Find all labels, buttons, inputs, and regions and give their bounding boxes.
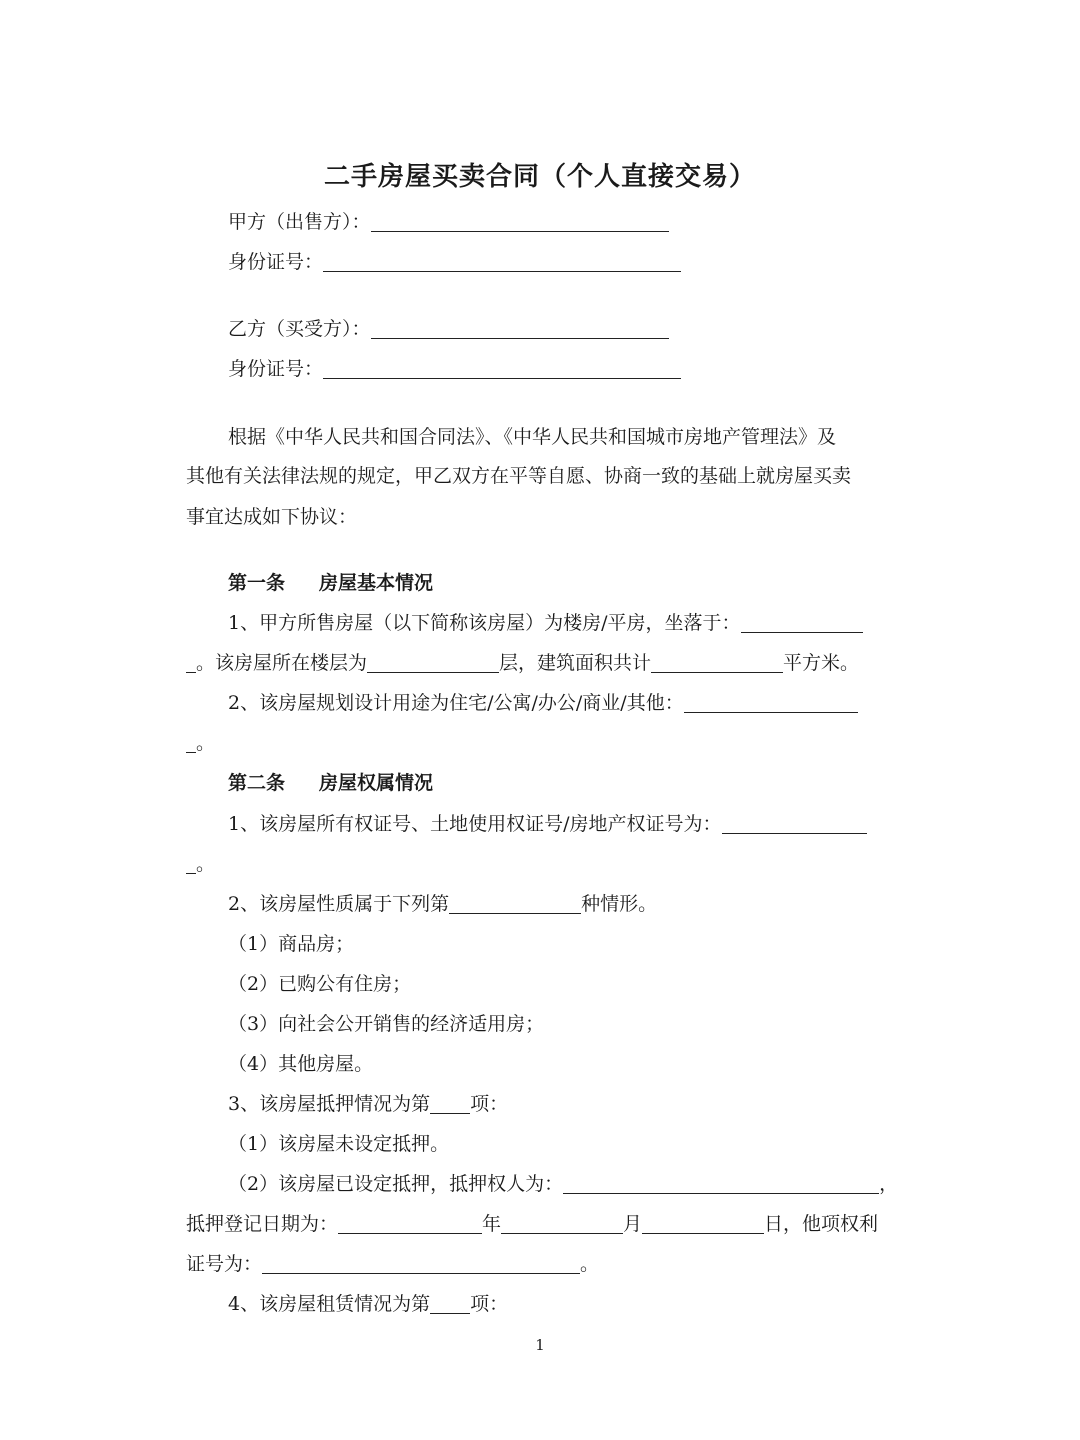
- lease-suffix: 项：: [470, 1293, 509, 1315]
- property-option-3: （3）向社会公开销售的经济适用房；: [228, 1013, 545, 1035]
- month-label: 月: [623, 1213, 643, 1235]
- party-a-line: [228, 210, 938, 234]
- month-blank: [501, 1213, 623, 1234]
- cert-label: 证号为：: [186, 1253, 263, 1275]
- intro-line-1: 根据《中华人民共和国合同法》、《中华人民共和国城市房地产管理法》及: [228, 426, 837, 448]
- property-type-label: 2、该房屋性质属于下列第: [228, 893, 450, 915]
- certificate-blank: [722, 813, 867, 834]
- party-a-label: 甲方（出售方）：: [228, 211, 371, 233]
- location-blank: [741, 612, 863, 633]
- party-b-blank: [371, 318, 669, 339]
- mortgage-blank: [430, 1093, 470, 1114]
- article-1-item-1-text: 1、甲方所售房屋（以下简称该房屋）为楼房/平房，坐落于：: [228, 612, 741, 634]
- intro-line-2: 其他有关法律法规的规定，甲乙双方在平等自愿、协商一致的基础上就房屋买卖: [186, 465, 852, 487]
- article-1-item-2-text: 2、该房屋规划设计用途为住宅/公寓/办公/商业/其他：: [228, 692, 684, 714]
- mortgagee-blank: [563, 1173, 879, 1194]
- lease-label: 4、该房屋租赁情况为第: [228, 1293, 431, 1315]
- party-b-id-label: 身份证号：: [228, 358, 324, 380]
- page-number: 1: [535, 1336, 545, 1354]
- property-option-1: （1）商品房；: [228, 933, 355, 955]
- usage-blank-cont: [186, 732, 196, 753]
- article-2-item-1-text: 1、该房屋所有权证号、土地使用权证号/房地产权证号为：: [228, 813, 722, 835]
- property-type-suffix: 种情形。: [581, 893, 658, 915]
- lease-blank: [430, 1293, 470, 1314]
- usage-blank: [684, 692, 858, 713]
- mortgage-date-line: [186, 1212, 896, 1236]
- year-label: 年: [482, 1213, 502, 1235]
- article-1-item-2: [228, 691, 938, 715]
- day-label: 日，他项权利: [764, 1213, 879, 1235]
- party-b-id-blank: [323, 358, 681, 379]
- usage-end: 。: [196, 732, 216, 754]
- year-blank: [338, 1213, 482, 1234]
- article-1-item-1: [228, 611, 938, 635]
- mortgagee-end: ，: [879, 1173, 899, 1195]
- article-1-item-2-cont: [186, 731, 896, 755]
- day-blank: [642, 1213, 764, 1234]
- floor-blank: [367, 652, 499, 673]
- reg-date-label: 抵押登记日期为：: [186, 1213, 339, 1235]
- article-2-heading: [228, 771, 938, 795]
- article-2-number: 第二条: [228, 772, 286, 794]
- floor-label: 。该房屋所在楼层为: [196, 652, 368, 674]
- mortgagee-label: （2）该房屋已设定抵押，抵押权人为：: [228, 1173, 564, 1195]
- article-1-item-1-cont: [186, 651, 896, 675]
- certificate-blank-cont: [186, 853, 196, 874]
- mortgage-label: 3、该房屋抵押情况为第: [228, 1093, 431, 1115]
- article-2-title: 房屋权属情况: [319, 772, 434, 794]
- article-2-item-1-cont: [186, 852, 896, 876]
- cert-end: 。: [580, 1253, 600, 1275]
- party-a-id-line: [228, 250, 938, 274]
- property-type-blank: [449, 893, 581, 914]
- mortgage-suffix: 项：: [470, 1093, 509, 1115]
- cert-number-line: [186, 1252, 896, 1276]
- party-b-line: [228, 317, 938, 341]
- area-unit: 平方米。: [783, 652, 860, 674]
- intro-line-3: 事宜达成如下协议：: [186, 506, 358, 528]
- party-a-id-label: 身份证号：: [228, 251, 324, 273]
- mortgage-option-2: [228, 1172, 938, 1196]
- area-blank: [651, 652, 783, 673]
- article-1-number: 第一条: [228, 572, 286, 594]
- party-b-id-line: [228, 357, 938, 381]
- cert-blank: [262, 1253, 580, 1274]
- location-blank-cont: [186, 652, 196, 673]
- article-2-item-4: [228, 1292, 938, 1316]
- document-title: 二手房屋买卖合同（个人直接交易）: [323, 162, 756, 192]
- article-2-item-1: [228, 812, 938, 836]
- article-1-title: 房屋基本情况: [319, 572, 434, 594]
- property-option-2: （2）已购公有住房；: [228, 973, 412, 995]
- party-a-id-blank: [323, 251, 681, 272]
- party-a-blank: [371, 211, 669, 232]
- property-option-4: （4）其他房屋。: [228, 1053, 374, 1075]
- article-2-item-3: [228, 1092, 938, 1116]
- article-1-heading: [228, 571, 938, 595]
- area-label: 层，建筑面积共计: [499, 652, 652, 674]
- mortgage-option-1: （1）该房屋未设定抵押。: [228, 1133, 450, 1155]
- party-b-label: 乙方（买受方）：: [228, 318, 371, 340]
- certificate-end: 。: [196, 853, 216, 875]
- article-2-item-2: [228, 892, 938, 916]
